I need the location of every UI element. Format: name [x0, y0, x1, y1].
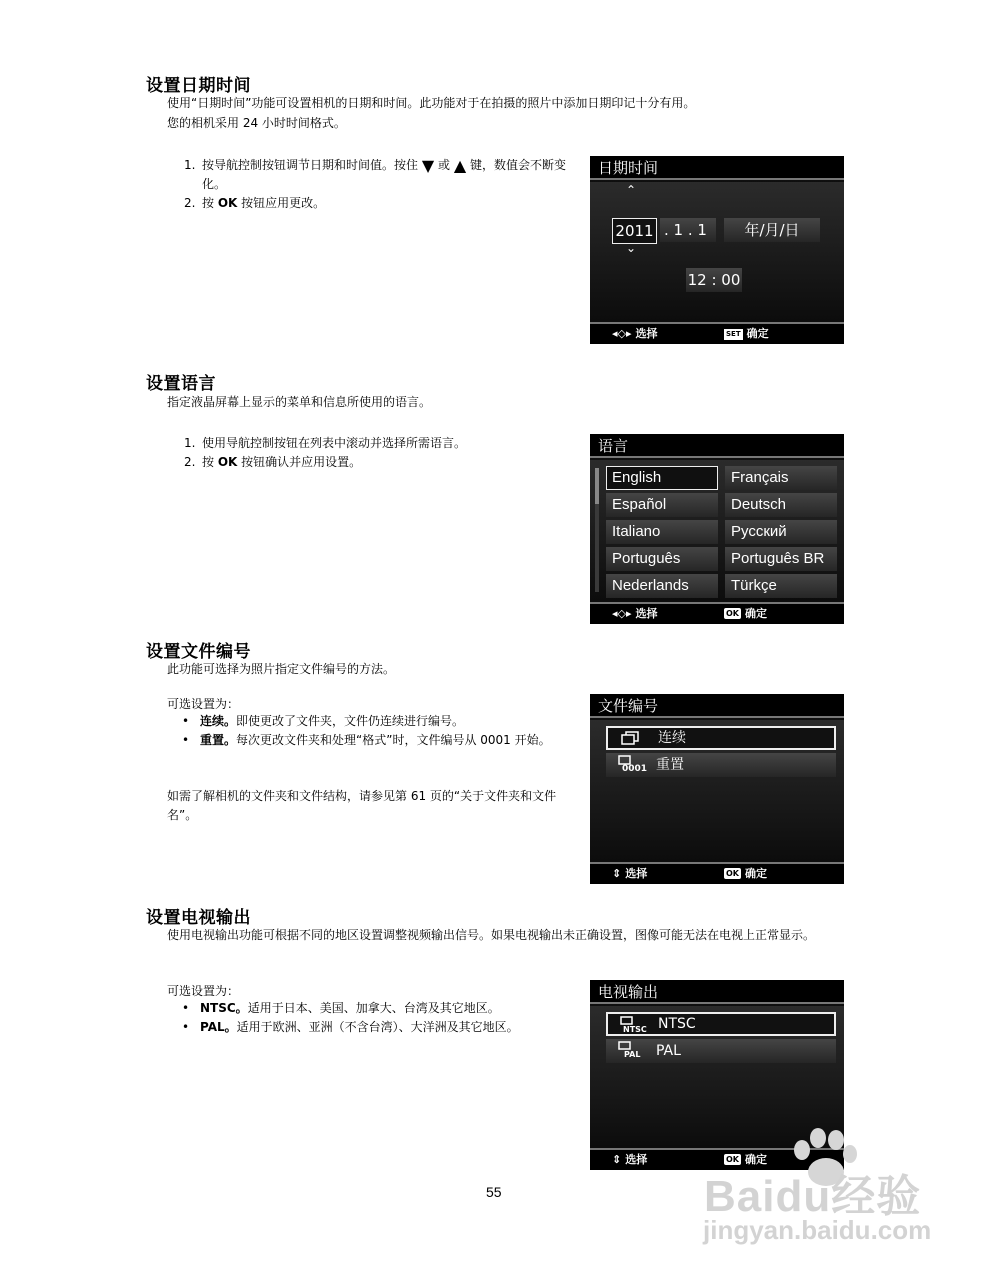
footer-select-label: 选择 — [625, 1153, 648, 1166]
list-item — [182, 1018, 582, 1037]
section-heading-language: 设置语言 — [146, 374, 216, 394]
ok-button-icon: OK — [726, 869, 739, 878]
options-intro: 可选设置为： — [167, 984, 240, 998]
option-desc: 适用于日本、美国、加拿大、台湾及其它地区。 — [247, 1001, 500, 1015]
list-item — [182, 712, 578, 731]
option-desc: 适用于欧洲、亚洲（不含台湾）、大洋洲及其它地区。 — [236, 1020, 519, 1034]
date-format-field[interactable]: 年/月/日 — [724, 218, 820, 242]
screen-title: 语言 — [590, 434, 844, 458]
year-field[interactable]: 2011 — [612, 218, 657, 244]
language-option[interactable]: Русский — [725, 520, 837, 544]
footer-confirm-label: 确定 — [745, 867, 767, 880]
ok-key-label: OK — [217, 196, 238, 210]
bullet: • — [182, 714, 190, 728]
nav-arrows-icon: ◂◇▸ — [612, 327, 632, 340]
step-text-or: 或 — [437, 158, 450, 172]
option-name: 连续。 — [200, 714, 237, 728]
list-item — [182, 731, 578, 750]
option-name: PAL。 — [200, 1020, 237, 1034]
tv-icon-label: NTSC — [623, 1025, 647, 1034]
ok-button-icon: OK — [726, 1155, 739, 1164]
language-option[interactable]: English — [606, 466, 718, 490]
page-number: 55 — [486, 1184, 502, 1200]
bullet: • — [182, 1020, 190, 1034]
option-name: NTSC。 — [200, 1001, 248, 1015]
step-text: 使用导航控制按钮在列表中滚动并选择所需语言。 — [202, 436, 467, 450]
tv-option-ntsc[interactable] — [606, 1012, 836, 1036]
step-item — [184, 194, 579, 213]
options-intro: 可选设置为： — [167, 697, 240, 711]
section-desc-file-numbering: 此功能可选择为照片指定文件编号的方法。 — [167, 662, 396, 676]
file-structure-note: 如需了解相机的文件夹和文件结构，请参见第 61 页的“关于文件夹和文件名”。 — [167, 789, 557, 822]
datetime-steps — [184, 156, 579, 213]
section-heading-file-numbering: 设置文件编号 — [146, 642, 251, 662]
watermark-url: jingyan.baidu.com — [703, 1215, 932, 1245]
desc-line-1: 使用“日期时间”功能可设置相机的日期和时间。此功能对于在拍摄的照片中添加日期印记十分有用。 — [167, 96, 696, 110]
step-number: 1. — [184, 158, 196, 172]
reset-icon-number: 0001 — [622, 764, 648, 774]
up-triangle-icon: ▲ — [453, 155, 467, 175]
file-option-continuous[interactable] — [606, 726, 836, 750]
language-steps — [184, 434, 579, 472]
language-option[interactable]: Français — [725, 466, 837, 490]
screen-title: 文件编号 — [590, 694, 844, 718]
nav-arrows-icon: ◂◇▸ — [612, 607, 632, 620]
screen-footer — [590, 862, 844, 884]
step-item — [184, 453, 579, 472]
language-option[interactable]: Español — [606, 493, 718, 517]
screen-title: 日期时间 — [590, 156, 844, 180]
folders-icon — [620, 730, 642, 749]
set-button-icon: SET — [726, 330, 741, 338]
language-option[interactable]: Português — [606, 547, 718, 571]
footer-select-label: 选择 — [635, 327, 658, 340]
ok-button-icon: OK — [726, 609, 739, 618]
screen-body — [590, 720, 844, 862]
time-field[interactable]: 12 : 00 — [686, 268, 742, 292]
list-item — [182, 999, 582, 1018]
year-down-arrow-icon: ⌄ — [626, 241, 637, 255]
screen-body — [590, 182, 844, 322]
language-option[interactable]: Deutsch — [725, 493, 837, 517]
step-text: 按 — [202, 196, 215, 210]
footer-confirm-label: 确定 — [746, 327, 769, 340]
tv-option-pal[interactable] — [606, 1039, 836, 1063]
footer-select-label: 选择 — [625, 867, 648, 880]
section-desc-tv-output: 使用电视输出功能可根据不同的地区设置调整视频输出信号。如果电视输出未正确设置，图像可能无法在电视上正常显示。 — [167, 928, 816, 942]
month-day-field[interactable]: . 1 . 1 — [660, 218, 716, 242]
tv-output-options — [182, 999, 582, 1037]
language-option[interactable]: Nederlands — [606, 574, 718, 598]
step-text: 按 — [202, 455, 215, 469]
step-item — [184, 156, 579, 194]
ok-key-label: OK — [217, 455, 238, 469]
tv-icon — [620, 1016, 647, 1034]
up-down-arrows-icon: ⇕ — [612, 867, 622, 880]
file-option-reset[interactable] — [606, 753, 836, 777]
option-label: NTSC — [658, 1016, 696, 1032]
screen-body — [590, 1006, 844, 1148]
language-option[interactable]: Português BR — [725, 547, 837, 571]
year-up-arrow-icon: ⌃ — [626, 183, 637, 197]
step-number: 2. — [184, 455, 196, 469]
file-numbering-screen — [590, 694, 844, 884]
section-desc-language: 指定液晶屏幕上显示的菜单和信息所使用的语言。 — [167, 395, 432, 409]
section-heading-datetime: 设置日期时间 — [146, 76, 251, 96]
option-desc: 即使更改了文件夹，文件仍连续进行编号。 — [236, 714, 465, 728]
bullet: • — [182, 1001, 190, 1015]
tv-icon — [618, 1041, 641, 1059]
step-text: 键，数值会不断变化。 — [202, 158, 566, 191]
option-label: 连续 — [658, 730, 686, 746]
watermark-brand: Baidu经验 — [704, 1172, 922, 1221]
desc-line-2: 您的相机采用 24 小时时间格式。 — [167, 116, 346, 130]
reset-folder-icon — [618, 755, 648, 774]
step-item — [184, 434, 579, 453]
scrollbar[interactable] — [595, 468, 599, 592]
bullet: • — [182, 733, 190, 747]
screen-footer — [590, 322, 844, 344]
section-desc-datetime — [167, 93, 857, 133]
language-screen — [590, 434, 844, 624]
step-text: 按钮确认并应用设置。 — [241, 455, 362, 469]
step-text: 按导航控制按钮调节日期和时间值。按住 — [202, 158, 419, 172]
screen-footer — [590, 602, 844, 624]
step-number: 2. — [184, 196, 196, 210]
footer-confirm-label: 确定 — [745, 1153, 767, 1166]
up-down-arrows-icon: ⇕ — [612, 1153, 622, 1166]
file-numbering-options — [182, 712, 578, 750]
down-triangle-icon: ▼ — [421, 155, 435, 175]
step-number: 1. — [184, 436, 196, 450]
option-desc: 每次更改文件夹和处理“格式”时，文件编号从 0001 开始。 — [236, 733, 551, 747]
step-text: 按钮应用更改。 — [241, 196, 326, 210]
option-name: 重置。 — [200, 733, 237, 747]
section-heading-tv-output: 设置电视输出 — [146, 908, 251, 928]
scrollbar-thumb[interactable] — [595, 468, 599, 504]
screen-body — [590, 460, 844, 602]
screen-title: 电视输出 — [590, 980, 844, 1004]
tv-icon-label: PAL — [624, 1050, 641, 1059]
language-option[interactable]: Italiano — [606, 520, 718, 544]
footer-confirm-label: 确定 — [745, 607, 767, 620]
footer-select-label: 选择 — [635, 607, 658, 620]
datetime-screen — [590, 156, 844, 344]
option-label: 重置 — [656, 757, 684, 773]
language-option[interactable]: Türkçe — [725, 574, 837, 598]
option-label: PAL — [656, 1043, 681, 1059]
